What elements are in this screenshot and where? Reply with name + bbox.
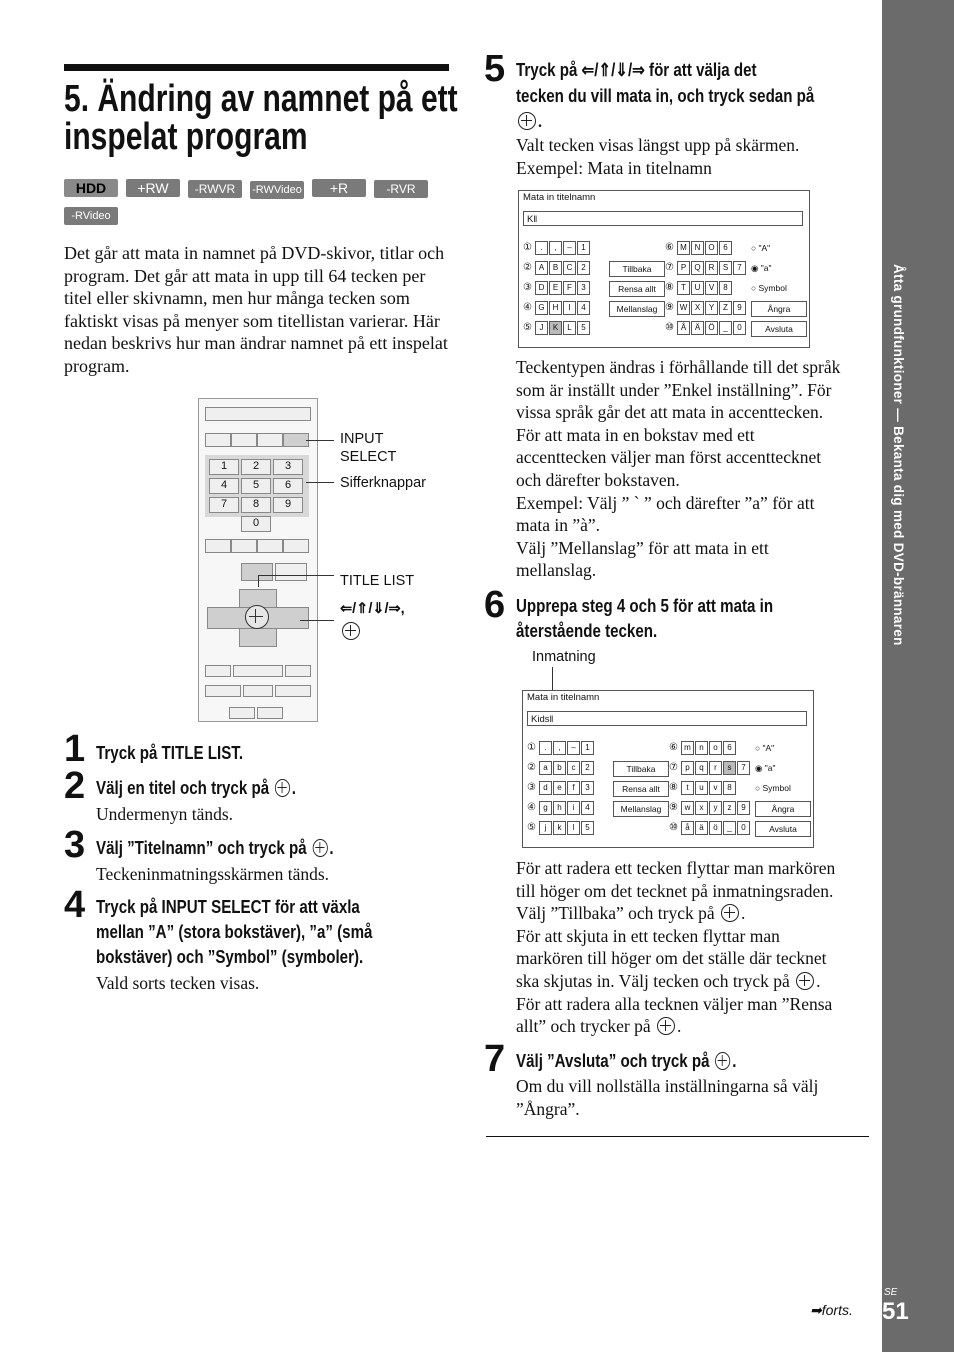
char-key: 2 <box>581 761 594 775</box>
char-key: R <box>705 261 718 275</box>
char-key: 3 <box>577 281 590 295</box>
radio-option: ○ "A" <box>751 243 771 253</box>
row-number: ⑧ <box>669 782 678 793</box>
char-key: 5 <box>581 821 594 835</box>
row-number: ⑤ <box>523 322 532 333</box>
char-key: 9 <box>737 801 750 815</box>
char-key: u <box>695 781 708 795</box>
step-5-explanation <box>516 356 876 582</box>
enter-icon <box>657 1017 675 1035</box>
char-key: I <box>563 301 576 315</box>
row-number: ④ <box>527 802 536 813</box>
step-6-text-line: För att skjuta in ett tecken flyttar man <box>516 925 780 946</box>
step-7-title: Välj ”Avsluta” och tryck på . <box>516 1051 737 1071</box>
radio-option: ◉ "a" <box>755 763 776 773</box>
step-4-title-line2: mellan ”A” (stora bokstäver), ”a” (små <box>96 922 373 942</box>
label-arrow-keys: ⇐/⇑/⇓/⇒, <box>340 601 405 617</box>
enter-icon <box>518 112 536 130</box>
char-key: A <box>535 261 548 275</box>
step-5-body-2: Exempel: Mata in titelnamn <box>516 158 712 178</box>
step-1-number: 1 <box>64 728 86 770</box>
badge-plus-rw: +RW <box>126 179 180 197</box>
step-1-title: Tryck på TITLE LIST. <box>96 743 244 763</box>
radio-option: ○ Symbol <box>751 283 787 293</box>
char-key: V <box>705 281 718 295</box>
step-5-text-line: För att mata in en bokstav med ett <box>516 424 755 445</box>
char-key: K <box>549 321 562 335</box>
char-key: Q <box>691 261 704 275</box>
step-4-number: 4 <box>64 884 86 926</box>
badge-r-video: -RVideo <box>64 207 118 225</box>
screen-input-field: Kids‖ <box>527 711 807 726</box>
page-title-line1: 5. Ändring av namnet på ett <box>64 78 458 120</box>
char-key: T <box>677 281 690 295</box>
char-key: W <box>677 301 690 315</box>
char-key: H <box>549 301 562 315</box>
step-3-title: Välj ”Titelnamn” och tryck på . <box>96 838 334 858</box>
char-key: 0 <box>737 821 750 835</box>
step-4-body: Vald sorts tecken visas. <box>96 973 260 993</box>
row-number: ⑧ <box>665 282 674 293</box>
title-list-key <box>241 563 273 581</box>
screen-button: Mellanslag <box>609 301 665 317</box>
step-6-title-line2: återstående tecken. <box>516 621 658 641</box>
key-2: 2 <box>241 459 271 475</box>
step-6-text-line: allt” och trycker på . <box>516 1016 682 1037</box>
char-key: F <box>563 281 576 295</box>
char-key: ä <box>695 821 708 835</box>
step-5-text-line: Välj ”Mellanslag” för att mata in ett <box>516 537 769 558</box>
char-key: r <box>709 761 722 775</box>
step-4-title-line1: Tryck på INPUT SELECT för att växla <box>96 897 360 917</box>
char-key: _ <box>719 321 732 335</box>
char-key: 7 <box>737 761 750 775</box>
char-key: Y <box>705 301 718 315</box>
step-7-body-1: Om du vill nollställa inställningarna så välj <box>516 1076 819 1096</box>
step-5-text-line: Exempel: Välj ” ` ” och därefter ”a” för att <box>516 492 815 513</box>
step-5-text-line: och därefter bokstaven. <box>516 469 680 490</box>
char-key: i <box>567 801 580 815</box>
char-key: U <box>691 281 704 295</box>
char-key: _ <box>723 821 736 835</box>
key-5: 5 <box>241 478 271 494</box>
char-key: t <box>681 781 694 795</box>
char-key: , <box>549 241 562 255</box>
label-title-list: TITLE LIST <box>340 573 415 589</box>
char-key: 1 <box>577 241 590 255</box>
step-2-title-text: Välj en titel och tryck på <box>96 778 270 798</box>
char-key: , <box>553 741 566 755</box>
label-number-keys: Sifferknappar <box>340 475 426 491</box>
badge-r-vr: -RVR <box>374 180 428 198</box>
row-number: ① <box>523 242 532 253</box>
badge-rw-vr: -RWVR <box>188 180 242 198</box>
screen-title: Mata in titelnamn <box>523 192 596 203</box>
step-7-title-text: Välj ”Avsluta” och tryck på <box>516 1051 710 1071</box>
key-9: 9 <box>273 497 303 513</box>
step-5-text-line: vissa språk går det att mata in accenttecken. <box>516 402 824 423</box>
char-key: b <box>553 761 566 775</box>
char-key: n <box>695 741 708 755</box>
step-6-text-line: För att radera alla tecknen väljer man ”Rensa <box>516 993 833 1014</box>
char-key: l <box>567 821 580 835</box>
row-number: ⑩ <box>669 822 678 833</box>
char-key: Ö <box>705 321 718 335</box>
char-key: S <box>719 261 732 275</box>
char-key: å <box>681 821 694 835</box>
char-key: 8 <box>719 281 732 295</box>
step-6-text-line: till höger om det tecknet på inmatningsraden. <box>516 880 834 901</box>
char-key: v <box>709 781 722 795</box>
char-key: J <box>535 321 548 335</box>
step-6-text-line: ska skjutas in. Välj tecken och tryck på . <box>516 970 821 991</box>
radio-option: ○ "A" <box>755 743 775 753</box>
step-6-text-line: markören till höger om det ställe där tecknet <box>516 948 827 969</box>
key-8: 8 <box>241 497 271 513</box>
row-number: ⑤ <box>527 822 536 833</box>
row-number: ① <box>527 742 536 753</box>
intro-paragraph: Det går att mata in namnet på DVD-skivor, titlar och program. Det går att mata in upp till 64 tecken per titel eller skivnamn, men hur många tecken som faktiskt visas på menyer som titellistan varierar. Här nedan beskrivs hur man ändrar namnet på ett inspelat program. <box>64 243 448 376</box>
step-5-title-line1: Tryck på ⇐/⇑/⇓/⇒ för att välja det <box>516 60 757 80</box>
step-5-text-line: som är inställt under ”Enkel inställning”. För <box>516 379 832 400</box>
disc-type-badges-row2 <box>64 206 118 225</box>
step-6-text-line: Välj ”Tillbaka” och tryck på . <box>516 903 746 924</box>
row-number: ⑥ <box>665 242 674 253</box>
heading-rule <box>64 64 449 71</box>
char-key: Ä <box>691 321 704 335</box>
char-key: X <box>691 301 704 315</box>
screen-button: Avsluta <box>751 321 807 337</box>
screen-button: Ångra <box>755 801 811 817</box>
continued-arrow-icon: ➡ <box>810 1302 822 1318</box>
char-key: Å <box>677 321 690 335</box>
char-key: 0 <box>733 321 746 335</box>
badge-rw-video: -RWVideo <box>250 181 304 199</box>
char-key: 9 <box>733 301 746 315</box>
char-key: – <box>567 741 580 755</box>
enter-icon <box>721 904 739 922</box>
screen-button: Ångra <box>751 301 807 317</box>
end-rule <box>486 1136 869 1137</box>
step-5-title-line2: tecken du vill mata in, och tryck sedan på <box>516 86 815 106</box>
screen-button: Rensa allt <box>609 281 665 297</box>
step-5-text-line: mata in ”à”. <box>516 515 601 536</box>
badge-hdd: HDD <box>64 179 118 197</box>
step-5-body-1: Valt tecken visas längst upp på skärmen. <box>516 135 800 155</box>
enter-icon <box>715 1052 730 1070</box>
row-number: ⑦ <box>669 762 678 773</box>
key-7: 7 <box>209 497 239 513</box>
char-key: O <box>705 241 718 255</box>
char-key: j <box>539 821 552 835</box>
step-3-title-text: Välj ”Titelnamn” och tryck på <box>96 838 307 858</box>
screen-button: Mellanslag <box>613 801 669 817</box>
row-number: ④ <box>523 302 532 313</box>
char-key: m <box>681 741 694 755</box>
char-key: 4 <box>581 801 594 815</box>
char-key: q <box>695 761 708 775</box>
badge-plus-r: +R <box>312 179 366 197</box>
key-4: 4 <box>209 478 239 494</box>
char-key: h <box>553 801 566 815</box>
enter-icon <box>796 972 814 990</box>
char-key: y <box>709 801 722 815</box>
row-number: ⑨ <box>665 302 674 313</box>
title-input-screen-2 <box>522 690 814 848</box>
step-6-explanation <box>516 857 876 1038</box>
char-key: c <box>567 761 580 775</box>
char-key: o <box>709 741 722 755</box>
arrow-pad <box>207 589 307 645</box>
step-5-text-line: Teckentypen ändras i förhållande till det språk <box>516 357 841 377</box>
enter-icon <box>340 622 362 642</box>
screen-button: Rensa allt <box>613 781 669 797</box>
key-6: 6 <box>273 478 303 494</box>
screen-button: Tillbaka <box>609 261 665 277</box>
step-2-body: Undermenyn tänds. <box>96 804 234 824</box>
step-2-title: Välj en titel och tryck på . <box>96 778 297 798</box>
row-number: ⑥ <box>669 742 678 753</box>
title-input-screen-1 <box>518 190 810 348</box>
screen-button: Tillbaka <box>613 761 669 777</box>
step-2-number: 2 <box>64 765 86 807</box>
step-5-text-line: mellanslag. <box>516 560 597 581</box>
page-title-line2: inspelat program <box>64 116 308 158</box>
label-input-select-2: SELECT <box>340 449 397 465</box>
char-key: e <box>553 781 566 795</box>
char-key: a <box>539 761 552 775</box>
radio-option: ◉ "a" <box>751 263 772 273</box>
char-key: – <box>563 241 576 255</box>
char-key: 6 <box>719 241 732 255</box>
step-6-text-line: För att radera ett tecken flyttar man markören <box>516 858 836 878</box>
page-number-sup: SE <box>884 1287 898 1298</box>
char-key: 8 <box>723 781 736 795</box>
section-sidebar-title: Åtta grundfunktioner — Bekanta dig med DVD-brännaren <box>891 264 906 646</box>
step-5-number: 5 <box>484 48 506 90</box>
char-key: k <box>553 821 566 835</box>
char-key: 4 <box>577 301 590 315</box>
char-key: f <box>567 781 580 795</box>
char-key: s <box>723 761 736 775</box>
radio-option: ○ Symbol <box>755 783 791 793</box>
char-key: C <box>563 261 576 275</box>
row-number: ② <box>523 262 532 273</box>
char-key: G <box>535 301 548 315</box>
label-input-select-1: INPUT <box>340 431 384 447</box>
char-key: 3 <box>581 781 594 795</box>
char-key: w <box>681 801 694 815</box>
char-key: 6 <box>723 741 736 755</box>
char-key: d <box>539 781 552 795</box>
remote-control-illustration <box>198 398 318 722</box>
char-key: E <box>549 281 562 295</box>
step-4-title-line3: bokstäver) och ”Symbol” (symboler). <box>96 947 364 967</box>
enter-icon <box>313 839 328 857</box>
row-number: ⑦ <box>665 262 674 273</box>
key-3: 3 <box>273 459 303 475</box>
char-key: p <box>681 761 694 775</box>
continued-note <box>810 1302 853 1319</box>
page-number: 51 <box>882 1298 909 1325</box>
screen-input-field: K‖ <box>523 211 803 226</box>
step-3-number: 3 <box>64 824 86 866</box>
key-1: 1 <box>209 459 239 475</box>
step-3-body: Teckeninmatningsskärmen tänds. <box>96 864 330 884</box>
char-key: D <box>535 281 548 295</box>
char-key: ö <box>709 821 722 835</box>
screen-button: Avsluta <box>755 821 811 837</box>
char-key: . <box>539 741 552 755</box>
char-key: g <box>539 801 552 815</box>
row-number: ③ <box>523 282 532 293</box>
char-key: x <box>695 801 708 815</box>
row-number: ② <box>527 762 536 773</box>
char-key: 2 <box>577 261 590 275</box>
char-key: . <box>535 241 548 255</box>
char-key: N <box>691 241 704 255</box>
step-5-text-line: accenttecken väljer man först accenttecknet <box>516 447 822 468</box>
step-7-number: 7 <box>484 1038 506 1080</box>
char-key: B <box>549 261 562 275</box>
char-key: L <box>563 321 576 335</box>
continued-text: forts. <box>821 1302 853 1318</box>
screen-title: Mata in titelnamn <box>527 692 600 703</box>
disc-type-badges <box>64 179 454 199</box>
step-6-number: 6 <box>484 584 506 626</box>
row-number: ⑨ <box>669 802 678 813</box>
char-key: z <box>723 801 736 815</box>
step-6-title-line1: Upprepa steg 4 och 5 för att mata in <box>516 596 774 616</box>
input-field-label: Inmatning <box>532 649 596 665</box>
step-5-enter: . <box>516 112 542 132</box>
char-key: 5 <box>577 321 590 335</box>
row-number: ③ <box>527 782 536 793</box>
step-7-body-2: ”Ångra”. <box>516 1099 580 1119</box>
char-key: P <box>677 261 690 275</box>
char-key: M <box>677 241 690 255</box>
char-key: 1 <box>581 741 594 755</box>
char-key: Z <box>719 301 732 315</box>
enter-icon <box>275 779 290 797</box>
char-key: 7 <box>733 261 746 275</box>
row-number: ⑩ <box>665 322 674 333</box>
key-0: 0 <box>241 516 271 532</box>
